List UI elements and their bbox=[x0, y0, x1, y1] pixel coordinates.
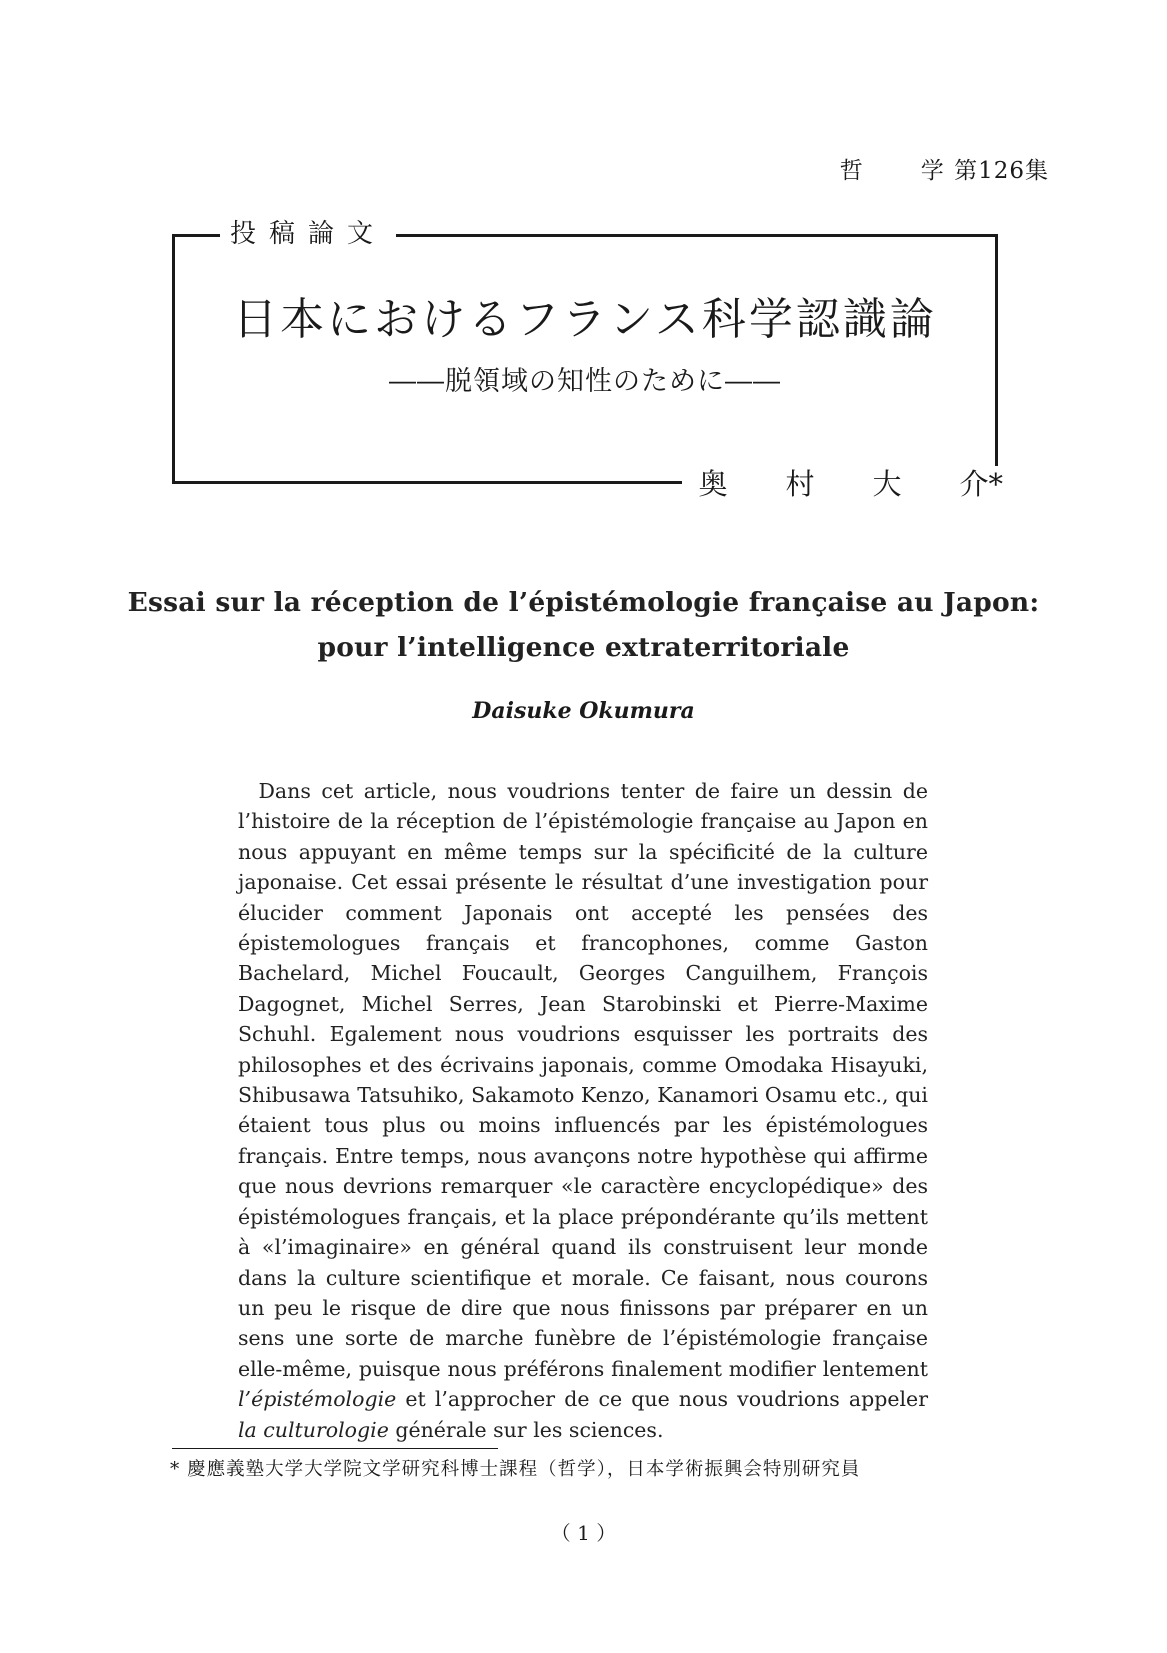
footnote-divider bbox=[172, 1448, 498, 1449]
issue-number: 第126集 bbox=[954, 158, 1049, 184]
article-type-label: 投稿論文 bbox=[220, 216, 396, 252]
abstract-text-2: et l’approcher de ce que nous voudrions appeler bbox=[396, 1387, 928, 1412]
page-title: 日本におけるフランス科学認識論 bbox=[233, 294, 937, 345]
abstract bbox=[238, 776, 928, 1445]
footnote: * 慶應義塾大学大学院文学研究科博士課程（哲学），日本学術振興会特別研究員 bbox=[170, 1459, 861, 1480]
abstract-text-3: générale sur les sciences. bbox=[388, 1417, 664, 1442]
french-title-line-1: Essai sur la réception de l’épistémologie française au Japon: bbox=[127, 587, 1040, 618]
author-japanese bbox=[682, 466, 1009, 502]
french-title bbox=[0, 580, 1167, 670]
abstract-paragraph bbox=[238, 776, 928, 1445]
abstract-text-1: Dans cet article, nous voudrions tenter de faire un dessin de l’histoire de la réception de l’épistémologie française au Japon en nous appuyant en même temps sur la spécificité de la culture japonaise. Cet essai présente le résultat d’une investigation pour élucider comment Japonais ont accepté les pensées des épistemologues français et francophones, comme Gaston Bachelard, Michel Foucault, Georges Canguilhem, François Dagognet, Michel Serres, Jean Starobinski et Pierre-Maxime Schuhl. Egalement nous voudrions esquisser les portraits des philosophes et des écrivains japonais, comme Omodaka Hisayuki, Shibusawa Tatsuhiko, Sakamoto Kenzo, Kanamori Osamu etc., qui étaient tous plus ou moins influencés par les épistémologues français. Entre temps, nous avançons notre hypothèse qui affirme que nous devrions remarquer «le caractère encyclopédique» des épistémologues français, et la place prépondérante qu’ils mettent à «l’imaginaire» en général quand ils construisent leur monde dans la culture scientifique et morale. Ce faisant, nous courons un peu le risque de dire que nous finissons par préparer en un sens une sorte de marche funèbre de l’épistémologie française elle-même, puisque nous préférons finalement modifier lentement bbox=[238, 779, 928, 1381]
author-char-2: 村 bbox=[785, 467, 815, 501]
abstract-italic-1: l’épistémologie bbox=[238, 1387, 397, 1412]
title-frame bbox=[172, 234, 998, 484]
journal-name-char-2: 学 bbox=[920, 158, 946, 184]
abstract-italic-2: la culturologie bbox=[238, 1417, 389, 1442]
french-title-line-2: pour l’intelligence extraterritoriale bbox=[317, 632, 850, 663]
journal-name-char-1: 哲 bbox=[839, 158, 865, 184]
author-char-4: 介* bbox=[959, 467, 1003, 501]
journal-header bbox=[840, 152, 1049, 185]
page-number: （ 1 ） bbox=[550, 1521, 617, 1545]
author-char-3: 大 bbox=[872, 467, 902, 501]
author-char-1: 奥 bbox=[698, 467, 728, 501]
subtitle: ――脱領域の知性のために―― bbox=[389, 366, 781, 397]
french-author: Daisuke Okumura bbox=[472, 698, 695, 724]
